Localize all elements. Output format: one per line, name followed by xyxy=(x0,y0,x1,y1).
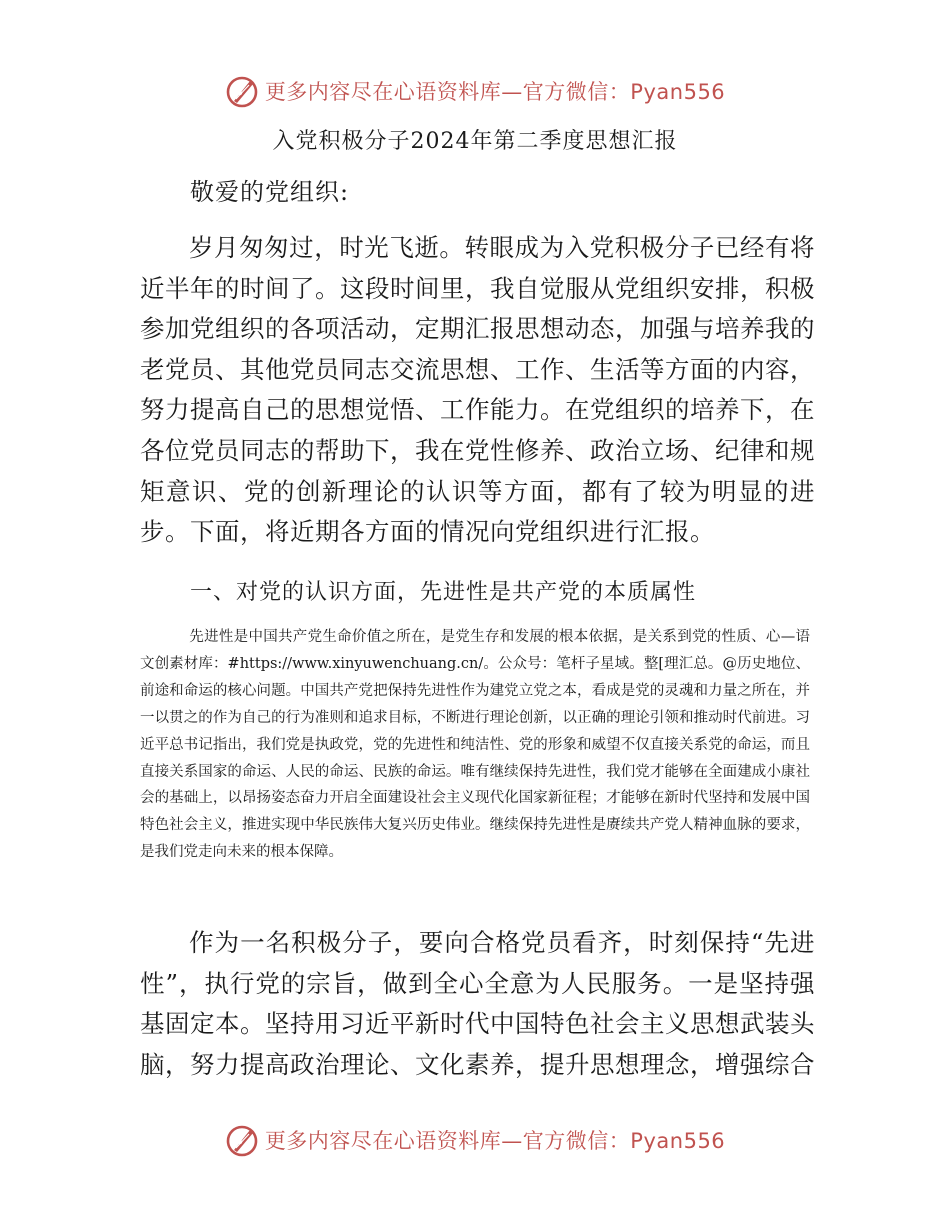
header-banner xyxy=(0,71,950,111)
quill-pen-logo-icon xyxy=(225,74,259,108)
paragraph-intro: 岁月匆匆过，时光飞逝。转眼成为入党积极分子已经有将近半年的时间了。这段时间里，我自觉服从党组织安排，积极参加党组织的各项活动，定期汇报思想动态，加强与培养我的老党员、其他党员同志交流思想、工作、生活等方面的内容，努力提高自己的思想觉悟、工作能力。在党组织的培养下，在各位党员同志的帮助下，我在党性修养、政治立场、纪律和规矩意识、党的创新理论的认识等方面，都有了较为明显的进步。下面，将近期各方面的情况向党组织进行汇报。 xyxy=(140,233,815,547)
salutation: 敬爱的党组织: xyxy=(190,178,350,206)
banner-text: 更多内容尽在心语资料库—官方微信：Pyan556 xyxy=(264,80,726,104)
document-title: 入党积极分子2024年第二季度思想汇报 xyxy=(272,129,678,154)
footer-banner xyxy=(0,1120,950,1160)
banner-text: 更多内容尽在心语资料库—官方微信：Pyan556 xyxy=(264,1129,726,1153)
paragraph-advancement: 先进性是中国共产党生命价值之所在，是党生存和发展的根本依据，是关系到党的性质、心—语文创素材库：#https://www.xinyuwenchuang.cn/。公众号：笔杆子星域。整[理汇总。@历史地位、前途和命运的核心问题。中国共产党把保持先进性作为建党立党之本，看成是党的灵魂和力量之所在，并一以贯之的作为自己的行为准则和追求目标，不断进行理论创新，以正确的理论引领和推动时代前进。习近平总书记指出，我们党是执政党，党的先进性和纯洁性、党的形象和威望不仅直接关系党的命运，而且直接关系国家的命运、人民的命运、民族的命运。唯有继续保持先进性，我们党才能够在全面建成小康社会的基础上，以昂扬姿态奋力开启全面建设社会主义现代化国家新征程；才能够在新时代坚持和发展中国特色社会主义，推进实现中华民族伟大复兴历史伟业。继续保持先进性是赓续共产党人精神血脉的要求，是我们党走向未来的根本保障。 xyxy=(140,629,810,861)
quill-pen-logo-icon xyxy=(225,1123,259,1157)
paragraph-activist: 作为一名积极分子，要向合格党员看齐，时刻保持“先进性”，执行党的宗旨，做到全心全意为人民服务。一是坚持强基固定本。坚持用习近平新时代中国特色社会主义思想武装头脑，努力提高政治理论、文化素养，提升思想理念，增强综合 xyxy=(140,928,815,1079)
section-heading-1: 一、对党的认识方面，先进性是共产党的本质属性 xyxy=(190,580,697,605)
